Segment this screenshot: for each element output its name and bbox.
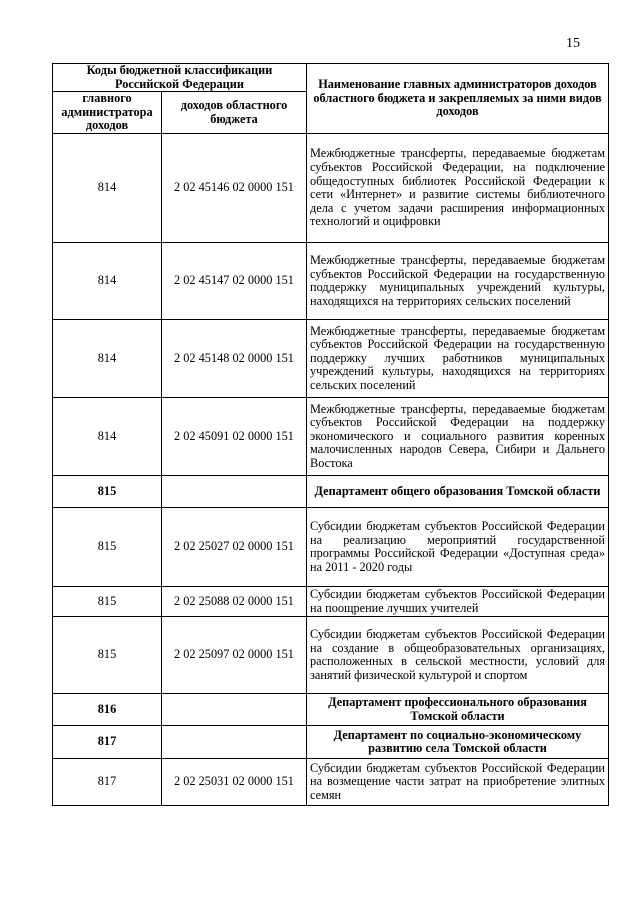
admin-code-cell: 815: [53, 587, 162, 617]
income-code-cell: 2 02 25027 02 0000 151: [162, 508, 307, 587]
admin-column-header: главного администратора доходов: [53, 92, 162, 134]
income-name-cell: Межбюджетные трансферты, передаваемые бюджетам субъектов Российской Федерации, на подключение общедоступных библиотек Российской Федерации к сети «Интернет» и развитие системы библиотечного дела с учетом задачи расширения информационных технологий и оцифровки: [307, 134, 609, 243]
income-name-cell: Субсидии бюджетам субъектов Российской Федерации на создание в общеобразовательных организациях, расположенных в сельской местности, условий для занятий физической культурой и спортом: [307, 617, 609, 694]
admin-code-cell: 815: [53, 508, 162, 587]
income-code-cell: [162, 476, 307, 508]
department-name-cell: Департамент по социально-экономическому развитию села Томской области: [307, 726, 609, 759]
admin-code-cell: 817: [53, 726, 162, 759]
income-name-cell: Межбюджетные трансферты, передаваемые бюджетам субъектов Российской Федерации на государственную поддержку лучших работников муниципальных учреждений культуры, находящихся на территориях сельских поселений: [307, 320, 609, 398]
table-row: [53, 508, 609, 587]
income-column-header: доходов областного бюджета: [162, 92, 307, 134]
table-row: [53, 320, 609, 398]
admin-code-cell: 814: [53, 320, 162, 398]
admin-code-cell: 814: [53, 398, 162, 476]
income-code-cell: 2 02 45147 02 0000 151: [162, 243, 307, 320]
table-row: [53, 134, 609, 243]
table-row: [53, 617, 609, 694]
income-name-cell: Межбюджетные трансферты, передаваемые бюджетам субъектов Российской Федерации на государственную поддержку муниципальных учреждений культуры, находящихся на территориях сельских поселений: [307, 243, 609, 320]
table-row: [53, 398, 609, 476]
income-code-cell: [162, 694, 307, 726]
department-name-cell: Департамент общего образования Томской области: [307, 476, 609, 508]
admin-code-cell: 815: [53, 617, 162, 694]
income-code-cell: 2 02 45148 02 0000 151: [162, 320, 307, 398]
income-code-cell: 2 02 25088 02 0000 151: [162, 587, 307, 617]
table-row: [53, 243, 609, 320]
department-name-cell: Департамент профессионального образования Томской области: [307, 694, 609, 726]
table-row: [53, 587, 609, 617]
admin-code-cell: 814: [53, 134, 162, 243]
page-number: 15: [566, 36, 580, 51]
income-name-cell: Субсидии бюджетам субъектов Российской Федерации на реализацию мероприятий государственной программы Российской Федерации «Доступная среда» на 2011 - 2020 годы: [307, 508, 609, 587]
income-code-cell: 2 02 45091 02 0000 151: [162, 398, 307, 476]
income-name-cell: Субсидии бюджетам субъектов Российской Федерации на поощрение лучших учителей: [307, 587, 609, 617]
income-name-cell: Субсидии бюджетам субъектов Российской Федерации на возмещение части затрат на приобретение элитных семян: [307, 759, 609, 806]
table-row: [53, 759, 609, 806]
budget-codes-table: [52, 63, 609, 806]
income-code-cell: 2 02 25097 02 0000 151: [162, 617, 307, 694]
admin-code-cell: 817: [53, 759, 162, 806]
admin-code-cell: 814: [53, 243, 162, 320]
name-column-header: Наименование главных администраторов доходов областного бюджета и закрепляемых за ними видов доходов: [307, 64, 609, 134]
income-name-cell: Межбюджетные трансферты, передаваемые бюджетам субъектов Российской Федерации на поддержку экономического и социального развития коренных малочисленных народов Севера, Сибири и Дальнего Востока: [307, 398, 609, 476]
income-code-cell: 2 02 45146 02 0000 151: [162, 134, 307, 243]
admin-code-cell: 816: [53, 694, 162, 726]
department-row: [53, 476, 609, 508]
admin-code-cell: 815: [53, 476, 162, 508]
department-row: [53, 694, 609, 726]
department-row: [53, 726, 609, 759]
income-code-cell: 2 02 25031 02 0000 151: [162, 759, 307, 806]
codes-group-header: Коды бюджетной классификации Российской Федерации: [53, 64, 307, 92]
income-code-cell: [162, 726, 307, 759]
